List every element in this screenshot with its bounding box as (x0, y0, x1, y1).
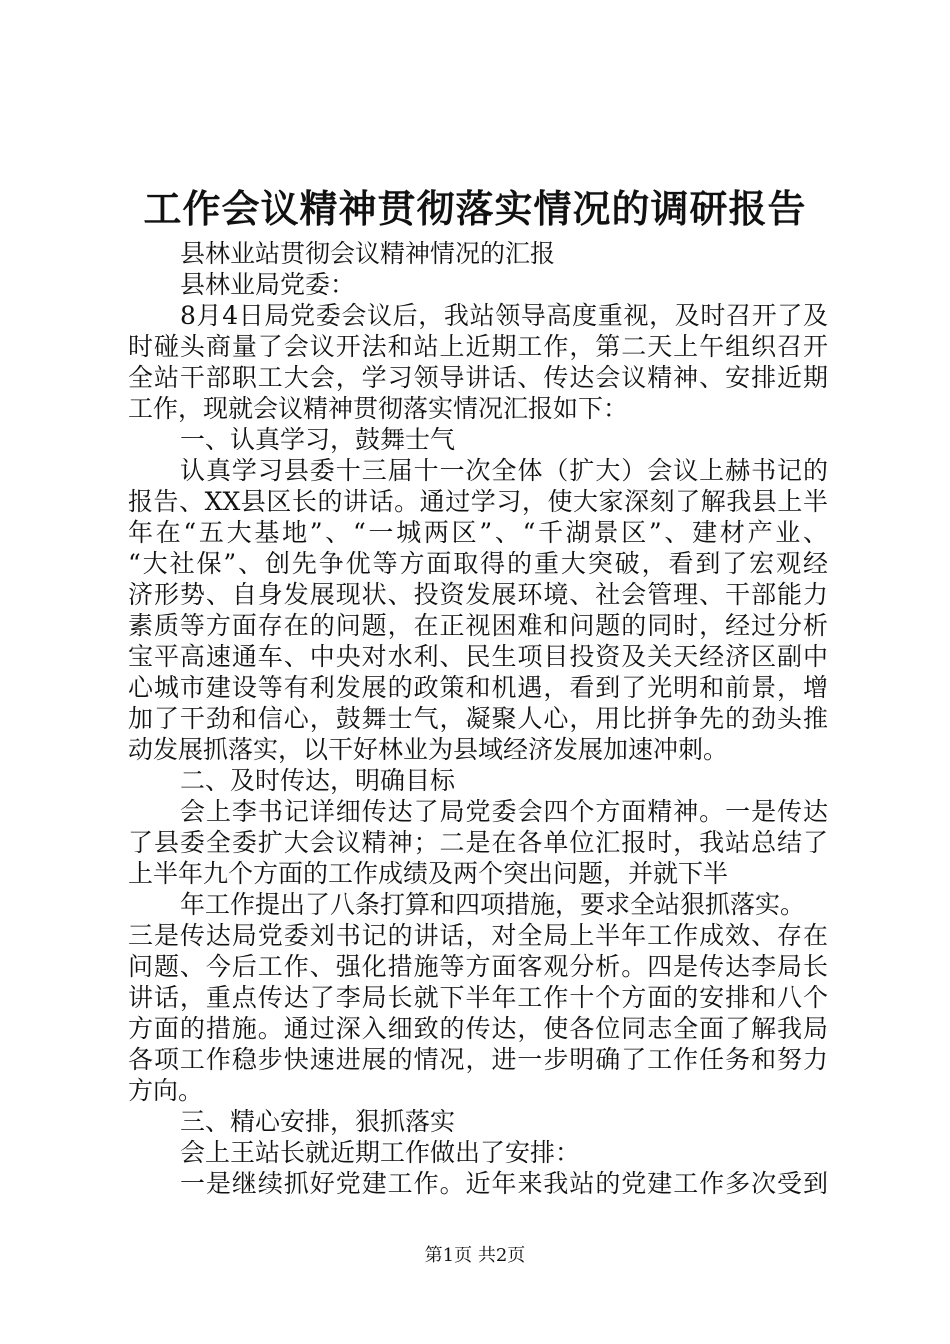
text-line-25: 讲话，重点传达了李局长就下半年工作十个方面的安排和八个 (128, 983, 828, 1012)
text-line-3: 8月4日局党委会议后，我站领导高度重视，及时召开了及 (180, 301, 828, 330)
text-line-2: 县林业局党委： (180, 270, 356, 299)
document-title: 工作会议精神贯彻落实情况的调研报告 (143, 186, 807, 231)
text-line-19: 会上李书记详细传达了局党委会四个方面精神。一是传达 (180, 797, 828, 826)
text-line-5: 全站干部职工大会，学习领导讲话、传达会议精神、安排近期 (128, 363, 828, 392)
page-number-footer: 第1页 共2页 (424, 1245, 526, 1266)
text-line-1: 县林业站贯彻会议精神情况的汇报 (180, 239, 556, 268)
text-line-30: 会上王站长就近期工作做出了安排： (180, 1138, 581, 1167)
text-line-27: 各项工作稳步快速进展的情况，进一步明确了工作任务和努力 (128, 1045, 828, 1074)
text-line-12: 济形势、自身发展现状、投资发展环境、社会管理、干部能力 (128, 580, 828, 609)
section-heading-2: 二、及时传达，明确目标 (180, 766, 456, 795)
text-line-11: “大社保”、创先争优等方面取得的重大突破，看到了宏观经 (128, 549, 828, 578)
text-line-22: 年工作提出了八条打算和四项措施，要求全站狠抓落实。 (180, 890, 806, 919)
text-line-23: 三是传达局党委刘书记的讲话，对全局上半年工作成效、存在 (128, 921, 828, 950)
text-line-28: 方向。 (128, 1076, 204, 1105)
text-line-21: 上半年九个方面的工作成绩及两个突出问题，并就下半 (128, 859, 729, 888)
section-heading-3: 三、精心安排，狠抓落实 (180, 1107, 456, 1136)
text-line-24: 问题、今后工作、强化措施等方面客观分析。四是传达李局长 (128, 952, 828, 981)
text-line-14: 宝平高速通车、中央对水利、民生项目投资及关天经济区副中 (128, 642, 828, 671)
text-line-31: 一是继续抓好党建工作。近年来我站的党建工作多次受到 (180, 1169, 828, 1198)
text-line-6: 工作，现就会议精神贯彻落实情况汇报如下： (128, 394, 629, 423)
text-line-13: 素质等方面存在的问题，在正视困难和问题的同时，经过分析 (128, 611, 828, 640)
text-line-15: 心城市建设等有利发展的政策和机遇，看到了光明和前景，增 (128, 673, 828, 702)
text-line-4: 时碰头商量了会议开法和站上近期工作，第二天上午组织召开 (128, 332, 828, 361)
document-body (128, 238, 828, 1199)
text-line-20: 了县委全委扩大会议精神；二是在各单位汇报时，我站总结了 (128, 828, 828, 857)
text-line-17: 动发展抓落实，以干好林业为县域经济发展加速冲刺。 (128, 735, 729, 764)
text-line-9: 报告、XX县区长的讲话。通过学习，使大家深刻了解我县上半 (128, 487, 828, 516)
text-line-26: 方面的措施。通过深入细致的传达，使各位同志全面了解我局 (128, 1014, 828, 1043)
section-heading-1: 一、认真学习，鼓舞士气 (180, 425, 456, 454)
text-line-16: 加了干劲和信心，鼓舞士气，凝聚人心，用比拼争先的劲头推 (128, 704, 828, 733)
text-line-10: 年在“五大基地”、“一城两区”、“千湖景区”、建材产业、 (128, 518, 828, 547)
text-line-8: 认真学习县委十三届十一次全体（扩大）会议上赫书记的 (180, 456, 828, 485)
